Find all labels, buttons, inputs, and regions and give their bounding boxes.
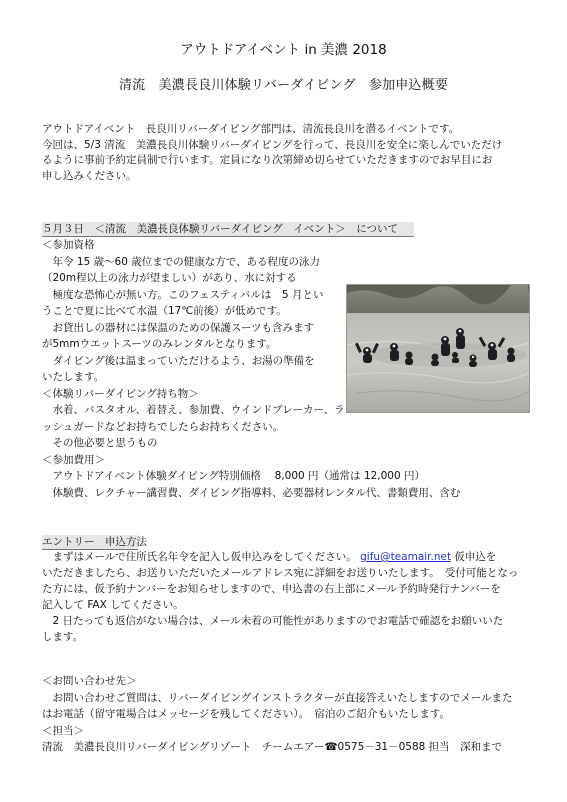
intro-paragraph <box>42 122 532 184</box>
entry-line <box>42 549 532 565</box>
person-heading: ＜担当＞ <box>42 724 84 737</box>
section-heading-may3: ５月３日 ＜清流 美濃長良体験リバーダイビング イベント＞ について <box>42 222 414 236</box>
entry-line: た方には、仮予約ナンバーをお知らせしますので、申込書の右上部にメール予約時発行ナンバーを <box>42 583 501 595</box>
qualification-heading: ＜参加資格 <box>42 239 95 251</box>
entry-line: いただきましたら、お送りいただいたメールアドレス宛に詳細をお送りいたします。 受付可能となっ <box>42 567 519 579</box>
contact-line: はお電話（留守電場合はメッセージを残してください）。 宿泊のご紹介もいたします。 <box>42 708 451 720</box>
river-diving-photo <box>346 284 530 413</box>
fee-line: アウトドアイベント体験ダイビング特別価格 8,000 円（通常は 12,000 円） <box>42 470 425 482</box>
qualification-line: （20m程以上の泳力が望ましい）があり、水に対する <box>42 272 297 284</box>
entry-line: 記入して FAX してください。 <box>42 599 184 611</box>
contact-footer: 清流 美濃長良川リバーダイビングリゾート チームエアー☎0575－31－0588 担当 深和まで <box>42 741 503 753</box>
intro-line: 申し込みください。 <box>42 169 137 182</box>
qualification-line: いたします。 <box>42 371 105 383</box>
contact-line: お問い合わせご質問は、リバーダイビングインストラクターが直接答えいたしますのでメールまた <box>42 691 513 704</box>
entry-line: します。 <box>42 631 84 643</box>
items-heading: ＜体験リバーダイビング持ち物＞ <box>42 387 199 400</box>
intro-line: るように事前予約定員制で行います。定員になり次第締め切らせていただきますのでお早目にお <box>42 154 493 166</box>
email-link[interactable]: gifu@teamair.net <box>360 551 452 563</box>
entry-line-text: まずはメールで住所氏名年令を記入し仮申込みをしてください。 <box>42 551 357 563</box>
entry-block <box>42 549 532 645</box>
contact-block <box>42 673 532 756</box>
items-line: ッシュガードなどお持ちでしたらお持ちください。 <box>42 420 284 433</box>
intro-line: 今回は、5/3 清流 美濃長良川体験リバーダイビングを行って、長良川を安全に楽しんでいただけ <box>42 138 503 151</box>
items-line: その他必要と思うもの <box>42 437 158 449</box>
qualification-line: ダイビング後は温まっていただけるよう、お湯の準備を <box>42 354 315 367</box>
qualification-line: お貸出しの器材には保温のための保護スーツも含みます <box>42 321 315 334</box>
intro-line: アウトドアイベント 長良川リバーダイビング部門は、清流長良川を潜るイベントです。 <box>42 123 460 135</box>
entry-line-text: 仮申込を <box>454 551 497 563</box>
document-title: アウトドアイベント in 美濃 2018 <box>180 42 387 58</box>
fee-heading: ＜参加費用＞ <box>42 453 105 466</box>
qualification-line: うことで夏に比べて水温（17℃前後）が低めです。 <box>42 305 287 317</box>
items-line: 水着、バスタオル、着替え、参加費、ウインドブレーカー、ラ <box>42 404 345 416</box>
entry-heading: エントリー 申込方法 <box>42 536 147 548</box>
fee-line: 体験費、レクチャー講習費、ダイビング指導料、必要器材レンタル代、書類費用、含む <box>42 486 461 499</box>
entry-line: 2 日たっても返信がない場合は、メール未着の可能性がありますのでお電話で確認をお願いいた <box>42 615 504 627</box>
qualification-line: が5mmウエットスーツのみレンタルとなります。 <box>42 338 277 350</box>
document-subtitle: 清流 美濃長良川体験リバーダイビング 参加申込概要 <box>118 78 449 93</box>
contact-heading: ＜お問い合わせ先＞ <box>42 675 137 687</box>
qualification-line: 年令 15 歳～60 歳位までの健康な方で、ある程度の泳力 <box>42 255 321 268</box>
qualification-line: 極度な恐怖心が無い方。このフェスティバルは 5 月とい <box>42 288 324 301</box>
